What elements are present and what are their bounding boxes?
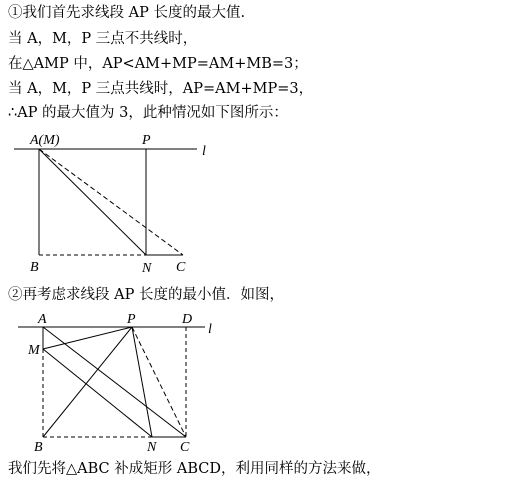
label-p: P	[142, 133, 151, 148]
label-b: B	[34, 440, 43, 455]
label-n: N	[142, 261, 152, 276]
label-d: D	[182, 312, 193, 327]
text-line-6: ②再考虑求线段 AP 长度的最小值．如图，	[8, 287, 284, 303]
text-line-3: 在△AMP 中，AP<AM+MP=AM+MB=3；	[8, 56, 308, 72]
label-a: A	[38, 312, 47, 327]
label-c: C	[176, 260, 186, 275]
segment-pn	[132, 327, 152, 437]
text-line-2: 当 A，M，P 三点不共线时，	[8, 31, 198, 47]
segment-bp	[43, 327, 132, 437]
segment-an	[39, 149, 146, 255]
figure-max-case	[0, 128, 512, 278]
label-l: l	[202, 144, 206, 159]
label-m: M	[28, 343, 40, 358]
segment-ac-dashed	[39, 149, 183, 255]
segment-ac	[43, 327, 186, 437]
label-n: N	[147, 440, 157, 455]
text-line-5: ∴AP 的最大值为 3，此种情况如下图所示：	[8, 105, 288, 121]
label-p: P	[127, 312, 136, 327]
segment-mp	[43, 327, 132, 349]
label-l: l	[208, 322, 212, 337]
figure-min-case	[0, 308, 512, 458]
segment-mn	[43, 349, 152, 437]
label-c: C	[180, 440, 190, 455]
text-line-1: ①我们首先求线段 AP 长度的最大值.	[8, 5, 246, 21]
segment-pc-dashed	[132, 327, 186, 437]
label-b: B	[30, 260, 39, 275]
text-line-4: 当 A，M，P 三点共线时，AP=AM+MP=3，	[8, 81, 314, 97]
text-line-7: 我们先将△ABC 补成矩形 ABCD，利用同样的方法来做，	[8, 461, 381, 477]
label-a-m: A(M)	[30, 133, 60, 148]
